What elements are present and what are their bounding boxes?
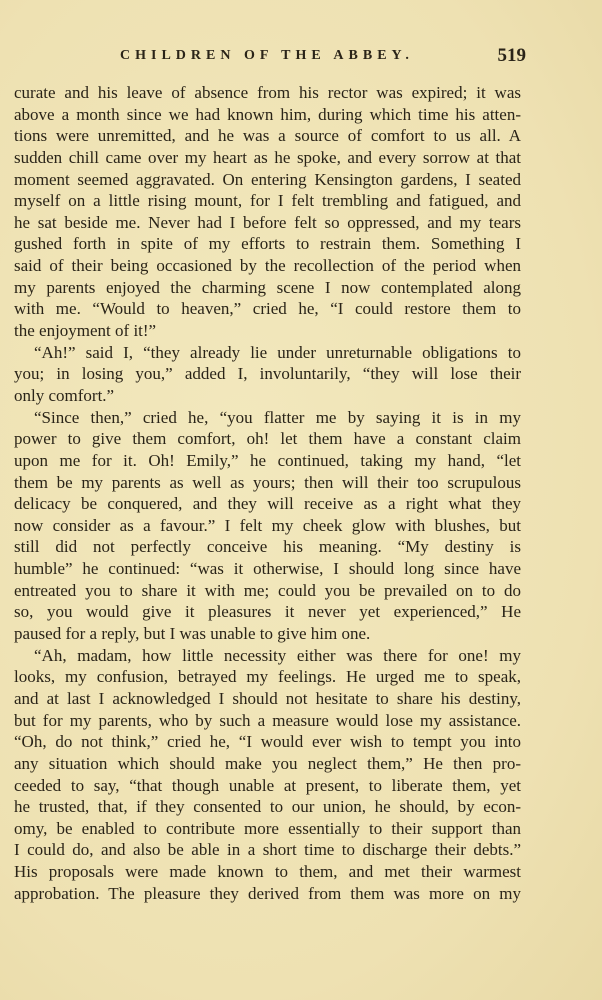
text-line: gushed forth in spite of my efforts to restrain them. Something I	[14, 234, 521, 254]
text-line: His proposals were made known to them, and met their warmest	[14, 862, 521, 882]
text-line: said of their being occasioned by the recollection of the period when	[14, 256, 521, 276]
text-line: I could do, and also be able in a short time to discharge their debts.”	[14, 840, 521, 860]
text-line: omy, be enabled to contribute more essentially to their support than	[14, 818, 521, 838]
text-line: still did not perfectly conceive his meaning. “My destiny is	[14, 537, 521, 557]
text-line: sudden chill came over my heart as he spoke, and every sorrow at that	[14, 147, 521, 167]
text-line: and at last I acknowledged I should not hesitate to share his destiny,	[14, 688, 521, 708]
text-line: but for my parents, who by such a measure would lose my assistance.	[14, 710, 521, 730]
text-line: myself on a little rising mount, for I felt trembling and fatigued, and	[14, 191, 521, 211]
text-line: entreated you to share it with me; could you be prevailed on to do	[14, 580, 521, 600]
text-line: he trusted, that, if they consented to our union, he should, by econ-	[14, 797, 521, 817]
text-line: he sat beside me. Never had I before felt so oppressed, and my tears	[14, 212, 521, 232]
text-line: ceeded to say, “that though unable at present, to liberate them, yet	[14, 775, 521, 795]
text-line: any situation which should make you neglect them,” He then pro-	[14, 753, 521, 773]
text-line: power to give them comfort, oh! let them have a constant claim	[14, 429, 521, 449]
text-line: “Ah!” said I, “they already lie under unreturnable obligations to	[34, 342, 521, 362]
text-line: tions were unremitted, and he was a source of comfort to us all. A	[14, 126, 521, 146]
text-line: “Ah, madam, how little necessity either was there for one! my	[34, 645, 521, 665]
page-number: 519	[497, 45, 526, 66]
text-line: “Oh, do not think,” cried he, “I would ever wish to tempt you into	[14, 732, 521, 752]
page-header	[120, 45, 526, 70]
text-line: so, you would give it pleasures it never yet experienced,” He	[14, 602, 521, 622]
text-line: curate and his leave of absence from his rector was expired; it was	[14, 83, 521, 102]
text-line: paused for a reply, but I was unable to give him one.	[14, 624, 371, 644]
text-line: humble” he continued: “was it otherwise, I should long since have	[14, 559, 521, 579]
text-line: you; in losing you,” added I, involuntarily, “they will lose their	[14, 364, 521, 384]
text-line: “Since then,” cried he, “you flatter me by saying it is in my	[34, 407, 521, 427]
text-line: them be my parents as well as yours; then will their too scrupulous	[14, 472, 521, 492]
text-line: looks, my confusion, betrayed my feelings. He urged me to speak,	[14, 667, 521, 687]
text-line: now consider as a favour.” I felt my cheek glow with blushes, but	[14, 515, 521, 535]
text-line: only comfort.”	[14, 385, 115, 405]
text-line: approbation. The pleasure they derived from them was more on my	[14, 883, 521, 903]
text-line: upon me for it. Oh! Emily,” he continued, taking my hand, “let	[14, 450, 521, 470]
text-line: delicacy be conquered, and they will receive as a right what they	[14, 494, 521, 514]
text-line: above a month since we had known him, during which time his atten-	[14, 104, 521, 124]
text-line: with me. “Would to heaven,” cried he, “I could restore them to	[14, 299, 521, 319]
running-title: CHILDREN OF THE ABBEY.	[120, 48, 414, 63]
text-line: moment seemed aggravated. On entering Kensington gardens, I seated	[14, 169, 521, 189]
body-text	[14, 82, 521, 904]
text-line: the enjoyment of it!”	[14, 321, 157, 341]
text-line: my parents enjoyed the charming scene I now contemplated along	[14, 277, 521, 297]
